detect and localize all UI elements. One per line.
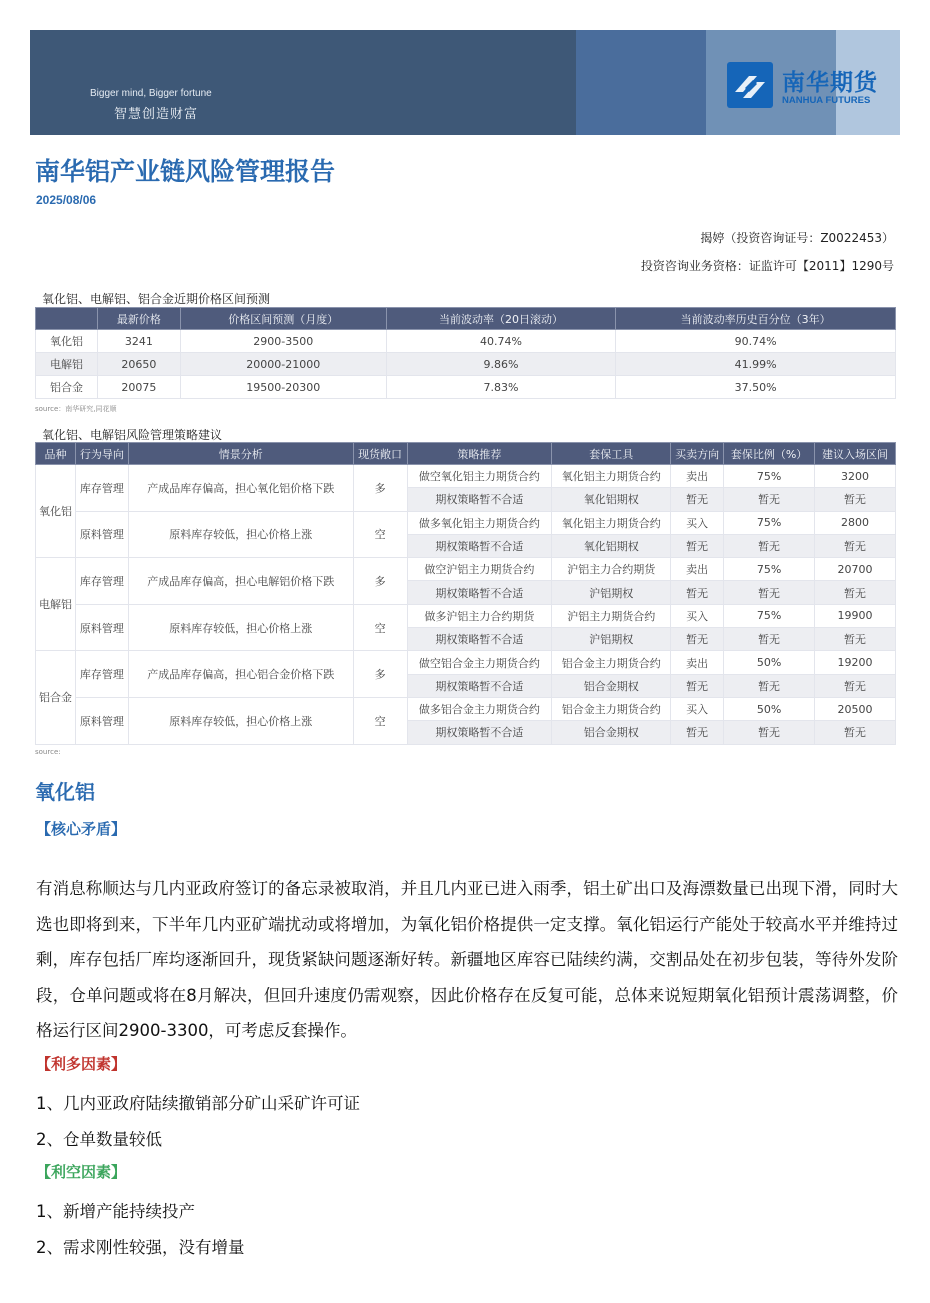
- table-cell: 19900: [815, 604, 896, 627]
- table-cell: 75%: [724, 558, 815, 581]
- table-cell: 沪铝主力期货合约: [552, 604, 671, 627]
- table-cell: 暂无: [815, 488, 896, 511]
- table-cell: 暂无: [671, 628, 724, 651]
- table-cell: 卖出: [671, 465, 724, 488]
- table-cell: 做空氧化铝主力期货合约: [407, 465, 552, 488]
- scenario-cell: 产成品库存偏高，担心氧化铝价格下跌: [128, 465, 353, 512]
- table-row: [36, 558, 896, 581]
- table2-source: source:: [35, 748, 61, 756]
- bullish-heading: 【利多因素】: [36, 1055, 127, 1073]
- banner-band: [576, 30, 706, 135]
- exposure-cell: 空: [353, 604, 407, 651]
- scenario-cell: 产成品库存偏高，担心电解铝价格下跌: [128, 558, 353, 605]
- table-cell: 20500: [815, 697, 896, 720]
- orientation-cell: 库存管理: [75, 651, 128, 698]
- table-cell: 9.86%: [386, 353, 616, 376]
- column-header: 当前波动率（20日滚动）: [386, 308, 616, 330]
- table-cell: 暂无: [671, 721, 724, 744]
- core-heading: 【核心矛盾】: [36, 820, 127, 838]
- table-cell: 75%: [724, 465, 815, 488]
- table-cell: 做空铝合金主力期货合约: [407, 651, 552, 674]
- table-cell: 暂无: [815, 581, 896, 604]
- table-cell: 暂无: [724, 488, 815, 511]
- header-banner: [30, 30, 900, 135]
- table-cell: 20650: [97, 353, 180, 376]
- table-row: [36, 353, 896, 376]
- table1-source: source：南华研究,同花顺: [35, 405, 117, 413]
- slogan-english: Bigger mind, Bigger fortune: [90, 88, 212, 99]
- bullish-item: 2、仓单数量较低: [36, 1130, 162, 1149]
- section-title: 氧化铝: [35, 780, 95, 804]
- table-cell: 氧化铝主力期货合约: [552, 511, 671, 534]
- logo-text-chinese: 南华期货: [782, 70, 878, 96]
- scenario-cell: 原料库存较低，担心价格上涨: [128, 697, 353, 744]
- column-header: 最新价格: [97, 308, 180, 330]
- product-cell: 氧化铝: [36, 465, 76, 558]
- report-title: 南华铝产业链风险管理报告: [35, 157, 336, 186]
- table-cell: 3200: [815, 465, 896, 488]
- column-header: 策略推荐: [407, 443, 552, 465]
- column-header: [36, 308, 98, 330]
- exposure-cell: 多: [353, 465, 407, 512]
- table-cell: 做多沪铝主力合约期货: [407, 604, 552, 627]
- column-header: 套保工具: [552, 443, 671, 465]
- table-cell: 氧化铝主力期货合约: [552, 465, 671, 488]
- table-cell: 75%: [724, 511, 815, 534]
- table-cell: 沪铝主力合约期货: [552, 558, 671, 581]
- table-cell: 铝合金主力期货合约: [552, 651, 671, 674]
- table-cell: 20000-21000: [180, 353, 386, 376]
- orientation-cell: 库存管理: [75, 558, 128, 605]
- slogan-chinese: 智慧创造财富: [114, 107, 199, 122]
- author-info: 揭婷（投资咨询证号：Z0022453）: [700, 231, 894, 245]
- table-cell: 75%: [724, 604, 815, 627]
- table-header-row: [36, 443, 896, 465]
- table-cell: 做空沪铝主力期货合约: [407, 558, 552, 581]
- table-cell: 20700: [815, 558, 896, 581]
- orientation-cell: 原料管理: [75, 604, 128, 651]
- table-cell: 卖出: [671, 651, 724, 674]
- strategy-table: [35, 442, 896, 745]
- qualification-info: 投资咨询业务资格：证监许可【2011】1290号: [640, 259, 894, 273]
- orientation-cell: 原料管理: [75, 697, 128, 744]
- table-cell: 50%: [724, 697, 815, 720]
- table-row: [36, 511, 896, 534]
- logo-text-english: NANHUA FUTURES: [782, 95, 871, 106]
- table-row: [36, 604, 896, 627]
- exposure-cell: 多: [353, 651, 407, 698]
- table-cell: 2900-3500: [180, 330, 386, 353]
- scenario-cell: 产成品库存偏高，担心铝合金价格下跌: [128, 651, 353, 698]
- table-cell: 暂无: [671, 674, 724, 697]
- table-cell: 铝合金期权: [552, 674, 671, 697]
- table-cell: 暂无: [724, 581, 815, 604]
- table-cell: 7.83%: [386, 376, 616, 399]
- table-cell: 50%: [724, 651, 815, 674]
- table-cell: 期权策略暂不合适: [407, 534, 552, 557]
- column-header: 价格区间预测（月度）: [180, 308, 386, 330]
- table-row: [36, 330, 896, 353]
- scenario-cell: 原料库存较低，担心价格上涨: [128, 511, 353, 558]
- column-header: 买卖方向: [671, 443, 724, 465]
- table-cell: 铝合金主力期货合约: [552, 697, 671, 720]
- table-row: [36, 651, 896, 674]
- table-cell: 铝合金: [36, 376, 98, 399]
- orientation-cell: 原料管理: [75, 511, 128, 558]
- table-cell: 暂无: [671, 534, 724, 557]
- column-header: 当前波动率历史百分位（3年）: [616, 308, 896, 330]
- bearish-heading: 【利空因素】: [36, 1163, 127, 1181]
- table-cell: 暂无: [724, 534, 815, 557]
- table-cell: 3241: [97, 330, 180, 353]
- table2-caption: 氧化铝、电解铝风险管理策略建议: [42, 428, 223, 442]
- table-cell: 期权策略暂不合适: [407, 674, 552, 697]
- table-cell: 40.74%: [386, 330, 616, 353]
- table-cell: 买入: [671, 604, 724, 627]
- table-row: [36, 697, 896, 720]
- core-paragraph: 有消息称顺达与几内亚政府签订的备忘录被取消，并且几内亚已进入雨季，铝土矿出口及海漂数量已出现下滑，同时大选也即将到来，下半年几内亚矿端扰动或将增加，为氧化铝价格提供一定支撑。氧化铝运行产能处于较高水平并维持过剩，库存包括厂库均逐渐回升，现货紧缺问题逐渐好转。新疆地区库容已陆续约满，交割品处在初步包装，等待外发阶段，仓单问题或将在8月解决，但回升速度仍需观察，因此价格存在反复可能，总体来说短期氧化铝预计震荡调整，价格运行区间2900-3300，可考虑反套操作。: [36, 879, 898, 1041]
- table-cell: 19200: [815, 651, 896, 674]
- column-header: 套保比例（%）: [724, 443, 815, 465]
- table-cell: 暂无: [724, 628, 815, 651]
- exposure-cell: 多: [353, 558, 407, 605]
- table-cell: 电解铝: [36, 353, 98, 376]
- table-header-row: [36, 308, 896, 330]
- table-cell: 20075: [97, 376, 180, 399]
- product-cell: 铝合金: [36, 651, 76, 744]
- table-cell: 暂无: [815, 721, 896, 744]
- table-cell: 暂无: [724, 674, 815, 697]
- table-cell: 2800: [815, 511, 896, 534]
- table-cell: 41.99%: [616, 353, 896, 376]
- bearish-item: 2、需求刚性较强，没有增量: [36, 1238, 245, 1257]
- table-cell: 买入: [671, 511, 724, 534]
- table-cell: 做多铝合金主力期货合约: [407, 697, 552, 720]
- table-cell: 暂无: [671, 581, 724, 604]
- exposure-cell: 空: [353, 511, 407, 558]
- table-cell: 暂无: [815, 628, 896, 651]
- table-cell: 期权策略暂不合适: [407, 628, 552, 651]
- orientation-cell: 库存管理: [75, 465, 128, 512]
- table-cell: 暂无: [815, 674, 896, 697]
- table-cell: 37.50%: [616, 376, 896, 399]
- nanhua-logo-icon: [727, 62, 773, 108]
- table-cell: 买入: [671, 697, 724, 720]
- table-cell: 氧化铝期权: [552, 488, 671, 511]
- bullish-item: 1、几内亚政府陆续撤销部分矿山采矿许可证: [36, 1094, 360, 1113]
- table-cell: 氧化铝: [36, 330, 98, 353]
- product-cell: 电解铝: [36, 558, 76, 651]
- table-cell: 卖出: [671, 558, 724, 581]
- column-header: 情景分析: [128, 443, 353, 465]
- table-cell: 19500-20300: [180, 376, 386, 399]
- table-cell: 沪铝期权: [552, 628, 671, 651]
- column-header: 行为导向: [75, 443, 128, 465]
- column-header: 现货敞口: [353, 443, 407, 465]
- price-forecast-table: [35, 307, 896, 399]
- table-cell: 暂无: [815, 534, 896, 557]
- table-cell: 期权策略暂不合适: [407, 581, 552, 604]
- table-cell: 暂无: [724, 721, 815, 744]
- scenario-cell: 原料库存较低，担心价格上涨: [128, 604, 353, 651]
- exposure-cell: 空: [353, 697, 407, 744]
- column-header: 建议入场区间: [815, 443, 896, 465]
- table-cell: 暂无: [671, 488, 724, 511]
- table-cell: 沪铝期权: [552, 581, 671, 604]
- table-row: [36, 376, 896, 399]
- table-row: [36, 465, 896, 488]
- table-cell: 铝合金期权: [552, 721, 671, 744]
- table1-caption: 氧化铝、电解铝、铝合金近期价格区间预测: [42, 292, 271, 306]
- column-header: 品种: [36, 443, 76, 465]
- report-date: 2025/08/06: [36, 193, 97, 207]
- bearish-item: 1、新增产能持续投产: [36, 1202, 195, 1221]
- table-cell: 90.74%: [616, 330, 896, 353]
- table-cell: 做多氧化铝主力期货合约: [407, 511, 552, 534]
- table-cell: 期权策略暂不合适: [407, 488, 552, 511]
- table-cell: 氧化铝期权: [552, 534, 671, 557]
- table-cell: 期权策略暂不合适: [407, 721, 552, 744]
